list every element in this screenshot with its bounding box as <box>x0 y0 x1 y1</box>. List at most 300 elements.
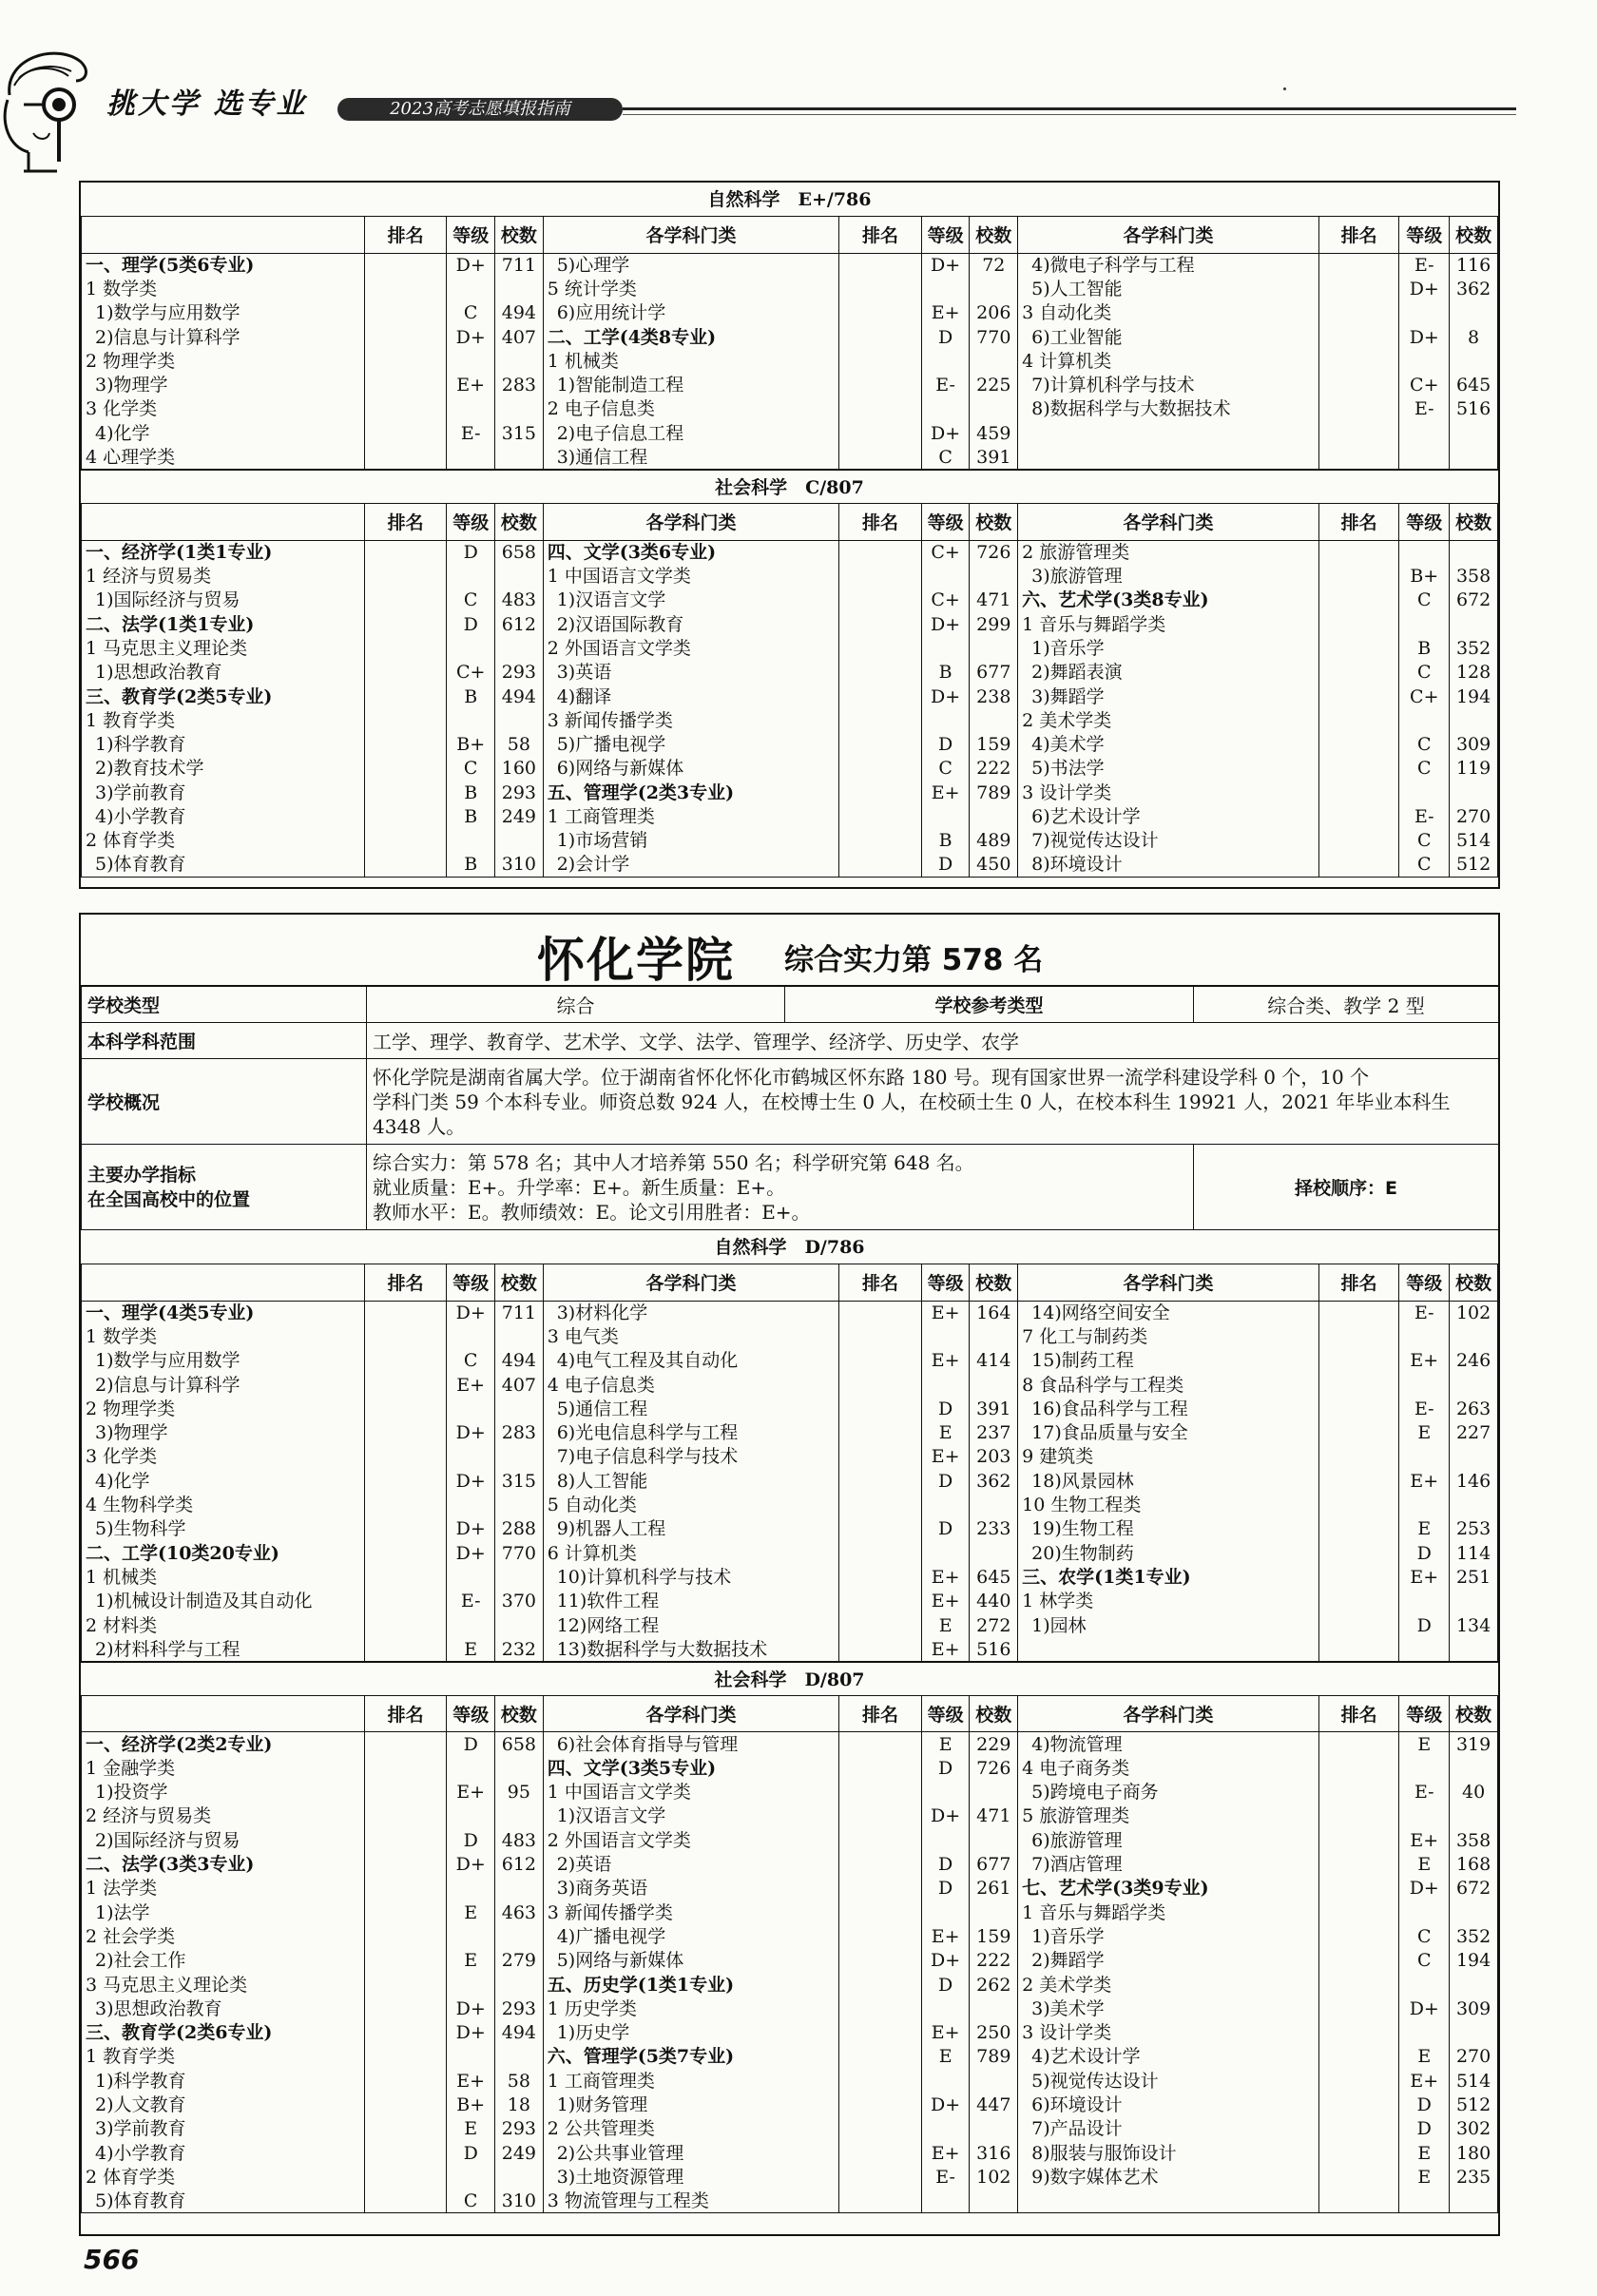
schools-count-cell: 362 <box>970 1469 1018 1493</box>
grade-cell: E+ <box>1399 2069 1450 2093</box>
table-row <box>82 540 1498 564</box>
cartoon-face-logo <box>0 38 105 181</box>
table-row <box>82 1541 1498 1565</box>
rank-cell <box>839 1590 922 1613</box>
schools-count-cell: 309 <box>1450 733 1498 757</box>
grade-cell: C <box>447 588 495 612</box>
table-row <box>82 2093 1498 2116</box>
social-science-band-a: 社会科学 C/807 <box>81 470 1498 504</box>
table-row <box>82 1613 1498 1637</box>
grade-cell: E <box>1399 1732 1450 1756</box>
table-row <box>82 1445 1498 1469</box>
grade-cell <box>1399 1900 1450 1924</box>
schools-count-cell <box>495 2045 544 2069</box>
subject-cell: 五、历史学(1类1专业) <box>543 1973 839 1997</box>
rank-cell <box>839 1493 922 1516</box>
schools-count-cell: 293 <box>495 661 544 685</box>
subject-cell: 1 经济与贸易类 <box>82 564 365 588</box>
rank-cell <box>839 588 922 612</box>
schools-count-cell <box>495 829 544 853</box>
rank-cell <box>1318 733 1398 757</box>
table-row <box>82 781 1498 804</box>
rank-cell <box>364 1732 447 1756</box>
grade-cell: D <box>921 1877 970 1900</box>
rank-cell <box>364 829 447 853</box>
schools-count-cell: 270 <box>1450 804 1498 828</box>
table-row <box>82 1877 1498 1900</box>
rank-cell <box>364 1637 447 1661</box>
grade-cell: B <box>447 781 495 804</box>
grade-cell: D <box>921 1517 970 1541</box>
table-row <box>82 1997 1498 2020</box>
schools-count-cell <box>970 1900 1018 1924</box>
schools-count-cell: 494 <box>495 685 544 708</box>
col-header-subject: 各学科门类 <box>1018 504 1319 540</box>
schools-count-cell <box>495 1613 544 1637</box>
subject-cell: 1 林学类 <box>1018 1590 1319 1613</box>
grade-cell <box>447 2165 495 2189</box>
subject-cell: 3)通信工程 <box>543 445 839 469</box>
rank-cell <box>1318 2069 1398 2093</box>
rank-cell <box>364 1997 447 2020</box>
subject-cell: 3 物流管理与工程类 <box>543 2190 839 2213</box>
rank-cell <box>364 804 447 828</box>
rank-cell <box>839 277 922 300</box>
subject-cell: 1)法学 <box>82 1900 365 1924</box>
subject-cell: 4)小学教育 <box>82 2141 365 2165</box>
subject-cell: 3 化学类 <box>82 1445 365 1469</box>
schools-count-cell: 18 <box>495 2093 544 2116</box>
schools-count-cell <box>495 1973 544 1997</box>
table-row <box>82 2021 1498 2045</box>
schools-count-cell <box>1450 540 1498 564</box>
rank-cell <box>364 1469 447 1493</box>
grade-cell: B <box>1399 636 1450 660</box>
subject-cell: 4 生物科学类 <box>82 1493 365 1516</box>
grade-cell: D+ <box>447 1301 495 1324</box>
subject-cell: 4 电子商务类 <box>1018 1756 1319 1780</box>
schools-count-cell: 194 <box>1450 1949 1498 1973</box>
subject-cell: 四、文学(3类6专业) <box>543 540 839 564</box>
overview-line: 4348 人。 <box>373 1114 466 1138</box>
table-row <box>82 612 1498 636</box>
rank-cell <box>1318 253 1398 277</box>
schools-count-cell: 658 <box>495 1732 544 1756</box>
col-header-rank: 排名 <box>839 1264 922 1301</box>
col-header-schools: 校数 <box>970 217 1018 253</box>
schools-count-cell <box>1450 1373 1498 1397</box>
rank-cell <box>364 2045 447 2069</box>
grade-cell <box>447 1565 495 1589</box>
grade-cell <box>921 1541 970 1565</box>
rank-cell <box>1318 1732 1398 1756</box>
schools-count-cell <box>495 636 544 660</box>
subject-cell: 3)舞蹈学 <box>1018 685 1319 708</box>
subject-cell: 1)思想政治教育 <box>82 661 365 685</box>
rank-cell <box>1318 588 1398 612</box>
schools-count-cell: 164 <box>970 1301 1018 1324</box>
schools-count-cell: 159 <box>970 1924 1018 1948</box>
schools-count-cell: 612 <box>495 1852 544 1876</box>
indicator-text <box>367 1145 1194 1230</box>
schools-count-cell: 288 <box>495 1517 544 1541</box>
schools-count-cell: 770 <box>495 1541 544 1565</box>
table-row <box>82 1804 1498 1828</box>
schools-count-cell: 463 <box>495 1900 544 1924</box>
col-header-schools: 校数 <box>1450 1696 1498 1732</box>
grade-cell: E- <box>921 373 970 396</box>
subject-cell: 16)食品科学与工程 <box>1018 1397 1319 1420</box>
grade-cell: E- <box>447 1590 495 1613</box>
col-header-grade: 等级 <box>1399 217 1450 253</box>
subject-cell: 2 外国语言文学类 <box>543 1828 839 1852</box>
subject-cell: 1 数学类 <box>82 277 365 300</box>
header-rule <box>623 107 1516 110</box>
table-row <box>82 253 1498 277</box>
subject-cell: 1)音乐学 <box>1018 1924 1319 1948</box>
subject-cell: 5)网络与新媒体 <box>543 1949 839 1973</box>
rank-cell <box>839 2141 922 2165</box>
rank-cell <box>364 2141 447 2165</box>
rank-cell <box>364 2021 447 2045</box>
grade-cell: E <box>447 1637 495 1661</box>
rank-cell <box>1318 2093 1398 2116</box>
table-row <box>82 1565 1498 1589</box>
overview-row <box>82 1059 1499 1145</box>
grade-cell <box>1399 708 1450 732</box>
table-row <box>82 1900 1498 1924</box>
subject-cell: 2 电子信息类 <box>543 397 839 421</box>
rank-cell <box>839 1973 922 1997</box>
subject-cell: 3 马克思主义理论类 <box>82 1973 365 1997</box>
subject-cell: 1 教育学类 <box>82 708 365 732</box>
subject-cell: 三、教育学(2类6专业) <box>82 2021 365 2045</box>
overview-line: 怀化学院是湖南省属大学。位于湖南省怀化怀化市鹤城区怀东路 180 号。现有国家世界一流学科建设学科 0 个，10 个 <box>373 1065 1370 1089</box>
grade-cell: D+ <box>921 685 970 708</box>
col-header-schools: 校数 <box>495 1264 544 1301</box>
rank-cell <box>364 1877 447 1900</box>
social-science-table-a <box>81 504 1498 878</box>
grade-cell <box>447 1804 495 1828</box>
rank-cell <box>839 829 922 853</box>
subject-cell: 20)生物制药 <box>1018 1541 1319 1565</box>
page-header <box>0 0 1597 181</box>
grade-cell: B <box>447 685 495 708</box>
grade-cell: B <box>447 804 495 828</box>
col-header-schools: 校数 <box>970 504 1018 540</box>
rank-cell <box>364 1613 447 1637</box>
grade-cell <box>447 1877 495 1900</box>
grade-cell <box>1399 445 1450 469</box>
subject-cell: 2 美术学类 <box>1018 1973 1319 1997</box>
schools-count-cell: 658 <box>495 540 544 564</box>
rank-cell <box>839 757 922 781</box>
grade-cell <box>1399 612 1450 636</box>
table-row <box>82 421 1498 445</box>
subject-cell: 2 社会学类 <box>82 1924 365 1948</box>
rank-cell <box>839 540 922 564</box>
rank-cell <box>364 1349 447 1373</box>
rank-cell <box>1318 1445 1398 1469</box>
schools-count-cell <box>970 804 1018 828</box>
grade-cell: B <box>921 829 970 853</box>
grade-cell: D+ <box>921 2093 970 2116</box>
schools-count-cell <box>970 397 1018 421</box>
grade-cell: D <box>447 612 495 636</box>
schools-count-cell: 146 <box>1450 1469 1498 1493</box>
subject-cell: 2 旅游管理类 <box>1018 540 1319 564</box>
table-row <box>82 2141 1498 2165</box>
rank-cell <box>364 1493 447 1516</box>
table-row <box>82 2190 1498 2213</box>
grade-cell <box>447 1397 495 1420</box>
subject-cell: 六、艺术学(3类8专业) <box>1018 588 1319 612</box>
schools-count-cell: 315 <box>495 1469 544 1493</box>
rank-cell <box>364 421 447 445</box>
schools-count-cell: 251 <box>1450 1565 1498 1589</box>
grade-cell: E+ <box>921 1445 970 1469</box>
grade-cell: E- <box>1399 397 1450 421</box>
col-header-schools: 校数 <box>495 217 544 253</box>
rank-cell <box>839 373 922 396</box>
subject-cell: 6)艺术设计学 <box>1018 804 1319 828</box>
grade-cell: C+ <box>921 540 970 564</box>
grade-cell <box>921 1373 970 1397</box>
rank-cell <box>1318 1541 1398 1565</box>
col-header-schools: 校数 <box>1450 1264 1498 1301</box>
schools-count-cell: 489 <box>970 829 1018 853</box>
schools-count-cell: 407 <box>495 325 544 349</box>
subject-cell: 四、文学(3类5专业) <box>543 1756 839 1780</box>
rank-cell <box>839 685 922 708</box>
grade-cell <box>1399 301 1450 325</box>
col-header-grade: 等级 <box>921 1696 970 1732</box>
grade-cell: C <box>1399 757 1450 781</box>
table-row <box>82 636 1498 660</box>
rank-cell <box>839 325 922 349</box>
schools-count-cell <box>495 349 544 373</box>
col-header-rank: 排名 <box>364 1264 447 1301</box>
rank-cell <box>364 349 447 373</box>
schools-count-cell <box>1450 2190 1498 2213</box>
schools-count-cell: 119 <box>1450 757 1498 781</box>
rank-cell <box>364 1828 447 1852</box>
table-row <box>82 1301 1498 1324</box>
grade-cell: E <box>447 1949 495 1973</box>
schools-count-cell: 302 <box>1450 2117 1498 2141</box>
schools-count-cell: 249 <box>495 2141 544 2165</box>
subject-cell: 六、管理学(5类7专业) <box>543 2045 839 2069</box>
grade-cell: C <box>447 1349 495 1373</box>
grade-cell <box>1399 2021 1450 2045</box>
rank-cell <box>1318 540 1398 564</box>
grade-cell: B+ <box>447 2093 495 2116</box>
rank-cell <box>1318 1781 1398 1804</box>
schools-count-cell <box>970 1541 1018 1565</box>
rank-cell <box>364 588 447 612</box>
subject-cell: 2)电子信息工程 <box>543 421 839 445</box>
subject-cell: 3 设计学类 <box>1018 2021 1319 2045</box>
rank-cell <box>364 1900 447 1924</box>
rank-cell <box>1318 2045 1398 2069</box>
grade-cell: C <box>921 757 970 781</box>
schools-count-cell: 391 <box>970 445 1018 469</box>
grade-cell: D <box>921 853 970 877</box>
rank-cell <box>364 1420 447 1444</box>
table-row <box>82 2117 1498 2141</box>
subject-cell: 6)应用统计学 <box>543 301 839 325</box>
subject-cell: 5)书法学 <box>1018 757 1319 781</box>
schools-count-cell <box>1450 421 1498 445</box>
subject-cell: 5)心理学 <box>543 253 839 277</box>
grade-cell: C <box>1399 1949 1450 1973</box>
type-value: 综合 <box>367 987 785 1023</box>
table-row <box>82 804 1498 828</box>
schools-count-cell: 514 <box>1450 829 1498 853</box>
col-header-schools: 校数 <box>970 1264 1018 1301</box>
grade-cell <box>447 1445 495 1469</box>
rank-cell <box>839 853 922 877</box>
subject-cell: 4)物流管理 <box>1018 1732 1319 1756</box>
subject-cell: 4)电气工程及其自动化 <box>543 1349 839 1373</box>
subject-cell: 1 音乐与舞蹈学类 <box>1018 612 1319 636</box>
schools-count-cell <box>970 1997 1018 2020</box>
rank-cell <box>1318 277 1398 300</box>
grade-cell: E+ <box>1399 1565 1450 1589</box>
table-row <box>82 829 1498 853</box>
subject-cell: 1)汉语言文学 <box>543 588 839 612</box>
subject-cell: 5)通信工程 <box>543 1397 839 1420</box>
subject-cell: 1 中国语言文学类 <box>543 564 839 588</box>
rank-cell <box>1318 757 1398 781</box>
subject-cell: 1)国际经济与贸易 <box>82 588 365 612</box>
table-row <box>82 708 1498 732</box>
schools-count-cell <box>495 1756 544 1780</box>
rank-cell <box>839 1373 922 1397</box>
table-row <box>82 1493 1498 1516</box>
schools-count-cell: 471 <box>970 588 1018 612</box>
rank-cell <box>1318 1517 1398 1541</box>
subject-cell: 三、农学(1类1专业) <box>1018 1565 1319 1589</box>
rank-cell <box>1318 1852 1398 1876</box>
col-header-rank: 排名 <box>839 1696 922 1732</box>
subject-cell: 4)化学 <box>82 421 365 445</box>
subject-cell: 七、艺术学(3类9专业) <box>1018 1877 1319 1900</box>
schools-count-cell: 645 <box>1450 373 1498 396</box>
natural-science-table-a <box>81 217 1498 470</box>
rank-cell <box>364 564 447 588</box>
subject-cell: 4)微电子科学与工程 <box>1018 253 1319 277</box>
schools-count-cell: 352 <box>1450 1924 1498 1948</box>
grade-cell: C+ <box>921 588 970 612</box>
grade-cell: E+ <box>921 2021 970 2045</box>
rank-cell <box>839 397 922 421</box>
subject-cell: 4)美术学 <box>1018 733 1319 757</box>
rank-cell <box>364 1445 447 1469</box>
col-header-blank <box>82 1696 365 1732</box>
grade-cell: D <box>921 1852 970 1876</box>
grade-cell <box>447 1493 495 1516</box>
grade-cell: D+ <box>447 1517 495 1541</box>
grade-cell: E- <box>1399 804 1450 828</box>
indicator-row <box>82 1145 1499 1230</box>
table-row <box>82 685 1498 708</box>
rank-cell <box>839 1397 922 1420</box>
grade-cell <box>1399 1590 1450 1613</box>
table-row <box>82 733 1498 757</box>
schools-count-cell <box>495 277 544 300</box>
header-rule-thin <box>623 114 1516 115</box>
subject-cell: 1 历史学类 <box>543 1997 839 2020</box>
rank-cell <box>1318 685 1398 708</box>
rank-cell <box>839 1420 922 1444</box>
schools-count-cell <box>1450 1493 1498 1516</box>
subject-cell: 6)网络与新媒体 <box>543 757 839 781</box>
schools-count-cell <box>495 1924 544 1948</box>
subject-cell: 4)艺术设计学 <box>1018 2045 1319 2069</box>
subject-cell: 8)服装与服饰设计 <box>1018 2141 1319 2165</box>
rank-cell <box>839 1613 922 1637</box>
subject-cell: 1)智能制造工程 <box>543 373 839 396</box>
rank-cell <box>839 1997 922 2020</box>
rank-cell <box>839 1828 922 1852</box>
subject-cell: 4)小学教育 <box>82 804 365 828</box>
ref-type-value: 综合类、教学 2 型 <box>1194 987 1499 1023</box>
subject-cell: 7)计算机科学与技术 <box>1018 373 1319 396</box>
grade-cell: D <box>447 2141 495 2165</box>
table-row <box>82 1828 1498 1852</box>
header-row <box>82 217 1498 253</box>
rank-cell <box>364 277 447 300</box>
subject-cell: 7)酒店管理 <box>1018 1852 1319 1876</box>
grade-cell <box>447 277 495 300</box>
grade-cell: E+ <box>921 1590 970 1613</box>
schools-count-cell <box>970 564 1018 588</box>
rank-cell <box>364 2165 447 2189</box>
rank-cell <box>839 1756 922 1780</box>
schools-count-cell <box>495 1493 544 1516</box>
rank-cell <box>364 1949 447 1973</box>
grade-cell: E+ <box>921 781 970 804</box>
schools-count-cell: 270 <box>1450 2045 1498 2069</box>
schools-count-cell: 789 <box>970 781 1018 804</box>
grade-cell: E- <box>1399 253 1450 277</box>
col-header-rank: 排名 <box>1318 1696 1398 1732</box>
rank-cell <box>839 1732 922 1756</box>
rank-cell <box>839 349 922 373</box>
schools-count-cell: 726 <box>970 540 1018 564</box>
rank-cell <box>839 1541 922 1565</box>
rank-cell <box>1318 421 1398 445</box>
col-header-grade: 等级 <box>447 504 495 540</box>
schools-count-cell: 483 <box>495 588 544 612</box>
rank-cell <box>839 1637 922 1661</box>
subject-cell: 11)软件工程 <box>543 1590 839 1613</box>
subject-cell: 1)科学教育 <box>82 2069 365 2093</box>
rank-cell <box>1318 829 1398 853</box>
subject-cell: 6)环境设计 <box>1018 2093 1319 2116</box>
schools-count-cell: 770 <box>970 325 1018 349</box>
subject-cell: 2 公共管理类 <box>543 2117 839 2141</box>
overview-line: 学科门类 59 个本科专业。师资总数 924 人，在校博士生 0 人，在校硕士生 0 人，在校本科生 19921 人，2021 年毕业本科生 <box>373 1090 1451 1113</box>
schools-count-cell: 447 <box>970 2093 1018 2116</box>
table-row <box>82 661 1498 685</box>
grade-cell: C <box>921 445 970 469</box>
rank-cell <box>839 1900 922 1924</box>
grade-cell <box>921 2069 970 2093</box>
subject-cell: 1)市场营销 <box>543 829 839 853</box>
schools-count-cell: 726 <box>970 1756 1018 1780</box>
